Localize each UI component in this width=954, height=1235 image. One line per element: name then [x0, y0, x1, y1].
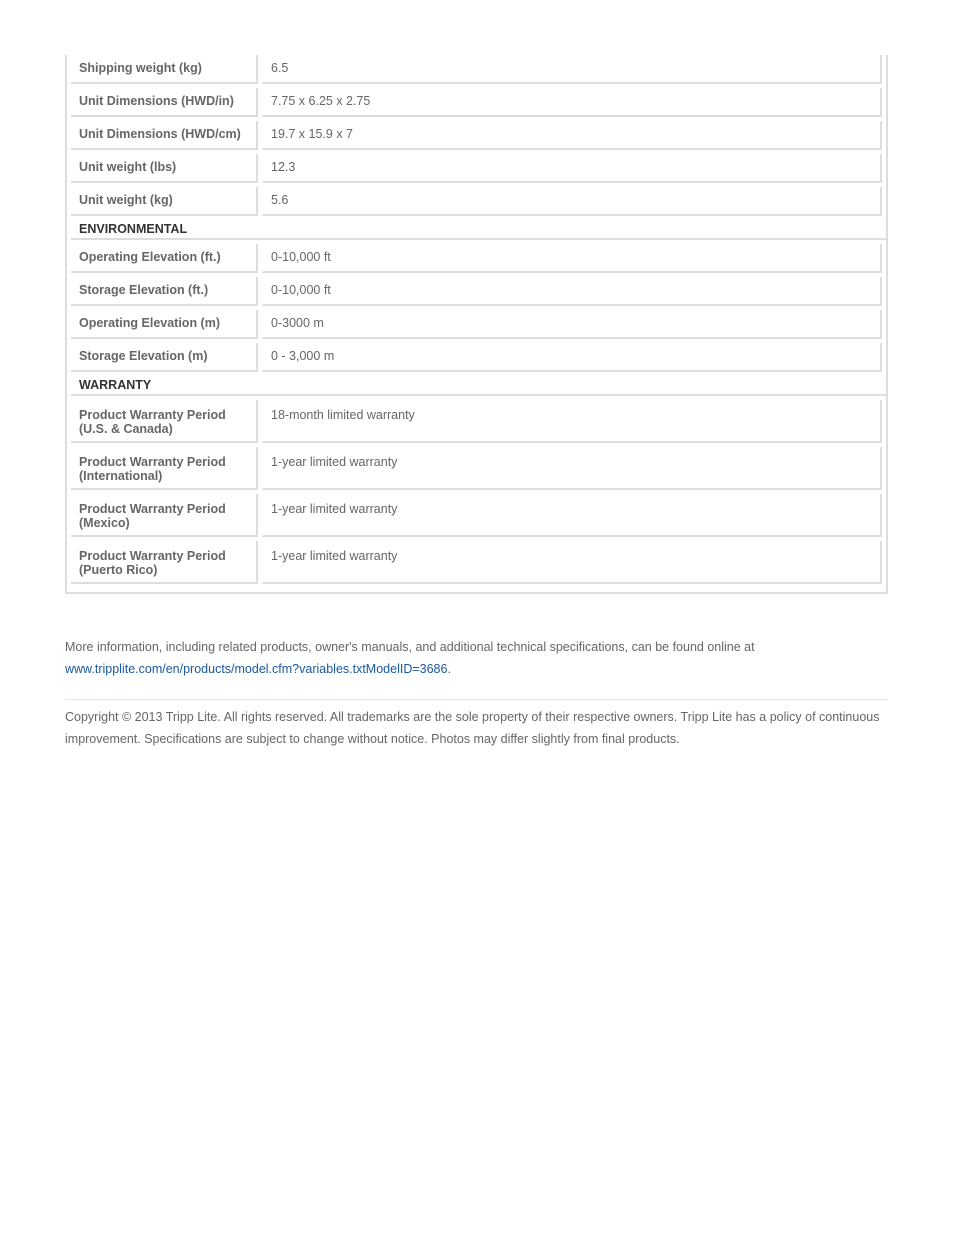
spec-label: Operating Elevation (ft.) [71, 244, 258, 273]
spec-label-line: Product Warranty Period [79, 549, 226, 563]
spec-label: Unit Dimensions (HWD/in) [71, 88, 258, 117]
spec-row-unit-weight-kg [67, 187, 886, 216]
more-information-text [65, 636, 895, 680]
spec-label [71, 400, 258, 443]
spec-value: 19.7 x 15.9 x 7 [262, 121, 882, 150]
copyright-notice: Copyright © 2013 Tripp Lite. All rights reserved. All trademarks are the sole property of their respective owners. Tripp Lite has a policy of continuous improvement. Specifications are subject to change without notice. Photos may differ slightly from final products. [65, 710, 880, 746]
spec-row-warranty-mexico [67, 494, 886, 537]
spec-label-line: Product Warranty Period [79, 455, 226, 469]
spec-label: Storage Elevation (ft.) [71, 277, 258, 306]
more-information-sentence: More information, including related products, owner's manuals, and additional technical specifications, can be found online at [65, 640, 755, 654]
spec-label [71, 494, 258, 537]
spec-label: Unit weight (lbs) [71, 154, 258, 183]
spec-row-warranty-international [67, 447, 886, 490]
spec-label: Shipping weight (kg) [71, 55, 258, 84]
spec-label-line: Product Warranty Period [79, 502, 226, 516]
spec-value: 1-year limited warranty [262, 447, 882, 490]
section-header-environmental: ENVIRONMENTAL [71, 218, 886, 240]
spec-value: 0-10,000 ft [262, 277, 882, 306]
spec-row-operating-elevation-m [67, 310, 886, 339]
spec-row-storage-elevation-m [67, 343, 886, 372]
spec-label: Unit weight (kg) [71, 187, 258, 216]
spec-value: 12.3 [262, 154, 882, 183]
spec-label-line: (Puerto Rico) [79, 563, 158, 577]
spec-row-shipping-weight-kg [67, 55, 886, 84]
spec-label: Unit Dimensions (HWD/cm) [71, 121, 258, 150]
spec-label-line: Product Warranty Period [79, 408, 226, 422]
spec-label-line: (International) [79, 469, 163, 483]
spec-value: 5.6 [262, 187, 882, 216]
spec-value: 1-year limited warranty [262, 494, 882, 537]
spec-row-warranty-puerto-rico [67, 541, 886, 584]
spec-row-warranty-us-canada [67, 400, 886, 443]
section-header-warranty: WARRANTY [71, 374, 886, 396]
spec-label [71, 447, 258, 490]
spec-value: 7.75 x 6.25 x 2.75 [262, 88, 882, 117]
spec-row-unit-dimensions-in [67, 88, 886, 117]
spec-label-line: (Mexico) [79, 516, 130, 530]
spec-value: 6.5 [262, 55, 882, 84]
product-page-link[interactable]: www.tripplite.com/en/products/model.cfm?variables.txtModelID=3686 [65, 662, 448, 676]
specifications-table [65, 55, 888, 594]
spec-row-unit-dimensions-cm [67, 121, 886, 150]
spec-label: Operating Elevation (m) [71, 310, 258, 339]
spec-row-operating-elevation-ft [67, 244, 886, 273]
spec-label-line: (U.S. & Canada) [79, 422, 173, 436]
spec-value: 1-year limited warranty [262, 541, 882, 584]
spec-value: 0 - 3,000 m [262, 343, 882, 372]
footer-divider [65, 699, 888, 700]
spec-value: 0-3000 m [262, 310, 882, 339]
link-suffix: . [447, 662, 451, 676]
spec-value: 0-10,000 ft [262, 244, 882, 273]
spec-row-unit-weight-lbs [67, 154, 886, 183]
spec-value: 18-month limited warranty [262, 400, 882, 443]
spec-row-storage-elevation-ft [67, 277, 886, 306]
spec-label: Storage Elevation (m) [71, 343, 258, 372]
spec-label [71, 541, 258, 584]
